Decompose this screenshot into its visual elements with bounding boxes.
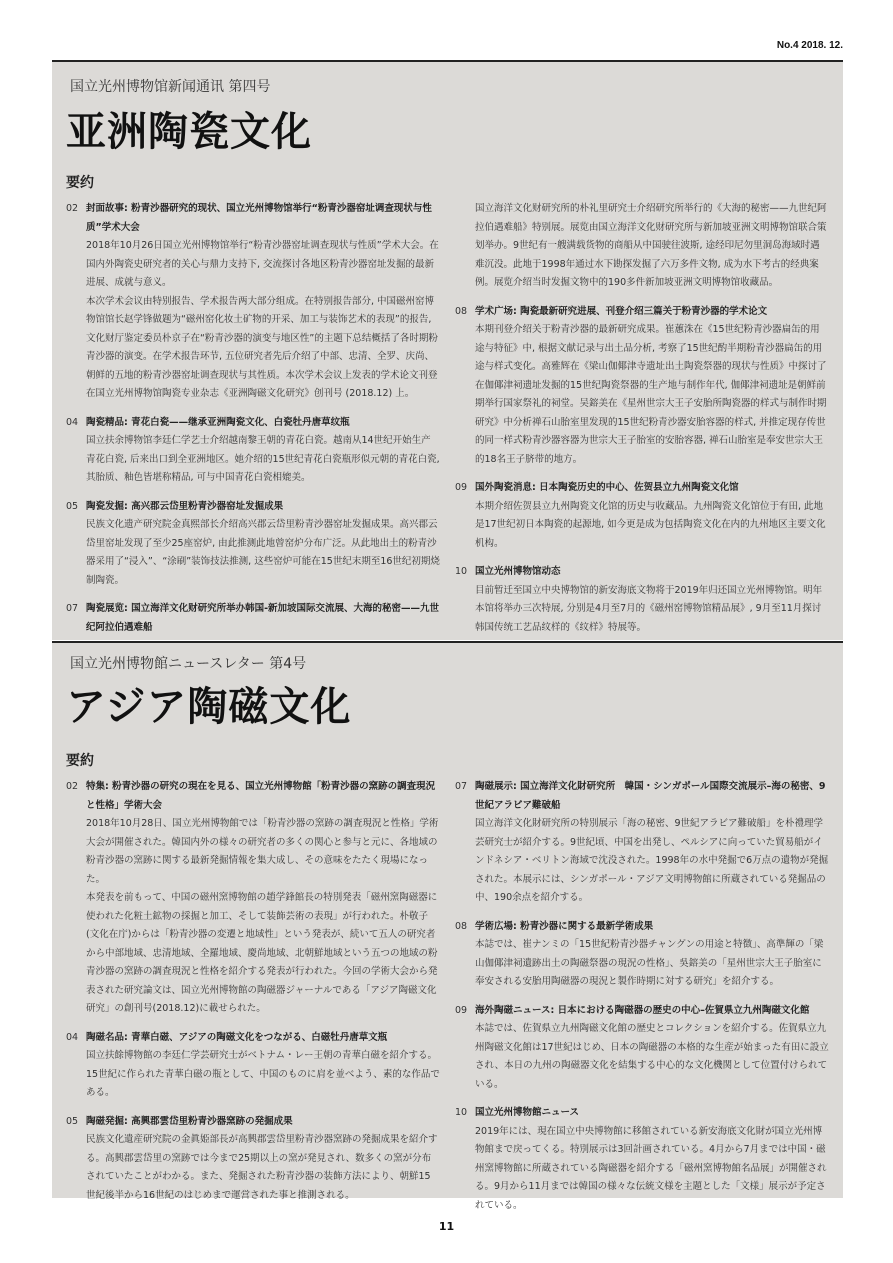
- summary-paragraph: 2018年10月28日、国立光州博物館では「粉青沙器の窯跡の調査現況と性格」学術大会が開催された。韓国内外の様々の研究者の多くの関心と参与と元に、各地域の粉青沙器の窯跡に関する最新発掘情報を集大成し、その意味をたたく現場になった。: [86, 818, 439, 885]
- summary-item-body: [86, 432, 440, 488]
- cn-summary-label: 要约: [66, 175, 94, 191]
- summary-item: [455, 303, 829, 470]
- summary-paragraph: 国立扶余博物馆李廷仁学艺士介绍越南黎王朝的青花白瓷。越南从14世纪开始生产青花白瓷, 后来出口到全亚洲地区。她介绍的15世纪青花白瓷瓶形似元朝的青花白瓷, 其胎质、釉色皆堪称精品, 可与中国青花白瓷相媲美。: [86, 435, 440, 483]
- summary-item-head: [455, 778, 829, 815]
- summary-item-body: [86, 1131, 440, 1205]
- summary-paragraph: 民族文化遺産研究院の金眞姫部長が高興郡雲岱里粉青沙器窯跡の発掘成果を紹介する。高興郡雲岱里の窯跡では今まで25期以上の窯が発見され、数多くの窯が分布されていたことがわかる。また、発掘された粉青沙器の装飾方法により、朝鮮15世紀後半から16世紀のはじめまで運営された事と推測される。: [86, 1134, 438, 1201]
- summary-item-body: [86, 1047, 440, 1103]
- summary-item-body: [86, 815, 440, 1019]
- summary-item-head: [455, 1002, 829, 1021]
- summary-item-head: [66, 778, 440, 815]
- summary-item: [455, 563, 829, 637]
- summary-paragraph: 国立海洋文化财研究所的朴礼里研究士介绍研究所举行的《大海的秘密——九世纪阿拉伯遇难船》特别展。展览由国立海洋文化财研究所与新加坡亚洲文明博物馆联合策划举办。9世纪有一艘满载货物的商船从中国驶往波斯, 途经印尼勿里洞岛海域时遇难沉没。此地于1998年通过水下勘探发掘了六万多件文物, 成为水下考古的经典案例。展览介绍当时发掘文物中的190多件新加坡亚洲文明博物馆收藏品。: [475, 203, 827, 288]
- jp-right-column: [455, 778, 829, 1225]
- summary-item-head: [455, 1104, 829, 1123]
- summary-item-head: [66, 200, 440, 237]
- page-ref-number: 05: [66, 500, 79, 512]
- summary-item: [455, 200, 829, 293]
- summary-item: [66, 600, 440, 637]
- cn-right-column: [455, 200, 829, 647]
- summary-item: [455, 918, 829, 992]
- summary-item-head: [66, 1029, 440, 1048]
- summary-item-title: 陶磁展示: 国立海洋文化財研究所 韓国・シンガポール国際交流展示–海の秘密、9世紀アラビア難破船: [475, 781, 826, 811]
- summary-paragraph: 2019年には、現在国立中央博物館に移館されている新安海底文化財が国立光州博物館まで戻ってくる。特別展示は3回計画されている。4月から7月までは中国・磁州窯博物館に所蔵されている陶磁器を紹介する「磁州窯博物館名品展」が開催される。9月から11月までは韓国の様々な伝統文様を主題とした「文様」展示が予定されている。: [475, 1125, 827, 1211]
- summary-item-title: 特集: 粉青沙器の研究の現在を見る、国立光州博物館「粉青沙器の窯跡の調査現況と性格」学術大会: [86, 781, 436, 811]
- summary-paragraph: 本誌では、佐賀県立九州陶磁文化館の歴史とコレクションを紹介する。佐賀県立九州陶磁文化館は17世紀はじめ、日本の陶磁器の本格的な生産が始まった有田に設立され、本日の九州の陶磁器文化を結集する中心的な文化機関として位置付けられている。: [475, 1023, 829, 1090]
- summary-item: [455, 1104, 829, 1215]
- summary-item-head: [66, 1113, 440, 1132]
- summary-item-body: [475, 498, 829, 554]
- page-ref-number: 10: [455, 566, 468, 577]
- summary-item-body: [475, 321, 829, 469]
- summary-paragraph: 本誌では、崔ナンミの「15世紀粉青沙器チャングンの用途と特徴」、高準輝の「梁山伽倻津祠遺跡出土の陶磁祭器の現況の性格」、吳鎔美の「星州世宗大王子胎室に奉安される安胎用陶磁器の現況と製作時期に対する研究」を紹介する。: [475, 939, 824, 987]
- summary-paragraph: 本発表を前もって、中国の磁州窯博物館の趙学鋒館長の特別発表「磁州窯陶磁器に使われた化粧土鉱物の採掘と加工、そして装飾芸術の表現」が行われた。朴敬子(文化在庁)からは「粉青沙器の変遷と地域性」という発表が、続いて五人の研究者から中部地域、忠清地域、全羅地域、慶尚地域、北朝鮮地域という五つの地域の粉青沙器の窯跡の調査現況と性格を紹介する発表が行われた。今回の学術大会から発表された研究論文は、国立光州博物館の陶磁器ジャーナルである「アジア陶磁文化研究」の創刊号(2018.12)に載せられた。: [86, 892, 438, 1014]
- summary-item: [66, 1113, 440, 1206]
- jp-subtitle: 国立光州博物館ニュースレター 第4号: [70, 656, 307, 672]
- summary-item-head: [455, 303, 829, 322]
- page-ref-number: 08: [455, 920, 468, 932]
- page-ref-number: 09: [455, 1004, 468, 1016]
- summary-item: [66, 1029, 440, 1103]
- summary-item-title: 海外陶磁ニュース: 日本における陶磁器の歴史の中心–佐賀県立九州陶磁文化館: [475, 1004, 810, 1016]
- summary-item-head: [66, 498, 440, 517]
- summary-item: [455, 479, 829, 553]
- summary-item-title: 陶磁名品: 青華白磁、アジアの陶磁文化をつながる、白磁牡丹唐草文瓶: [86, 1031, 388, 1043]
- summary-item-head: [455, 479, 829, 498]
- summary-paragraph: 本次学术会议由特别报告、学术报告两大部分组成。在特别报告部分, 中国磁州窑博物馆馆长赵学锋做题为“磁州窑化妆土矿物的开采、加工与装饰艺术的表现”的报告, 文化财厅鉴定委员朴京子在“粉青沙器的演变与地区性”的主题下总结概括了各时期粉青沙器的演变。在学术报告环节, 五位研究者先后介绍了中部、忠清、全罗、庆尚、朝鲜的五地的粉青沙器窑址调查现状与其性质。本次学术会议上发表的学术论文刊登在国立光州博物馆陶瓷专业杂志《亚洲陶磁文化研究》创刊号 (2018.12) 上。: [86, 295, 438, 399]
- summary-item-title: 陶瓷精品: 青花白瓷——继承亚洲陶瓷文化、白瓷牡丹唐草纹瓶: [86, 416, 350, 428]
- summary-item-head: [455, 563, 829, 582]
- summary-item: [66, 498, 440, 591]
- summary-item-title: 国立光州博物馆动态: [475, 566, 561, 577]
- jp-left-column: [66, 778, 440, 1215]
- summary-item-body: [475, 1123, 829, 1216]
- page-ref-number: 05: [66, 1115, 79, 1127]
- summary-paragraph: 国立海洋文化財研究所の特別展示「海の秘密、9世紀アラビア難破船」を朴禮理学芸研究士が紹介する。9世紀頃、中国を出発し、ペルシアに向っていた貿易船がインドネシア・ベリトン海域で沈没された。1998年の水中発掘で6万点の遺物が発掘された。本展示には、シンガポール・アジア文明博物館に所蔵されている発掘品の中、190余点を紹介する。: [475, 818, 829, 903]
- summary-item-body: [475, 582, 829, 638]
- page-ref-number: 02: [66, 781, 79, 792]
- summary-item-title: 封面故事: 粉青沙器研究的现状、国立光州博物馆举行“粉青沙器窑址调查现状与性质”学术大会: [86, 203, 432, 233]
- summary-paragraph: 目前暂迁至国立中央博物馆的新安海底文物将于2019年归还国立光州博物馆。明年本馆将举办三次特展, 分别是4月至7月的《磁州窑博物馆精品展》, 9月至11月探讨韩国传统工艺品纹样的《纹样》特展等。: [475, 584, 823, 633]
- summary-item-head: [66, 600, 440, 637]
- page-ref-number: 04: [66, 416, 79, 428]
- summary-item-title: 学术广场: 陶瓷最新研究进展、刊登介绍三篇关于粉青沙器的学术论文: [475, 305, 768, 317]
- summary-paragraph: 本期介绍佐贺县立九州陶瓷文化馆的历史与收藏品。九州陶瓷文化馆位于有田, 此地是17世纪初日本陶瓷的起源地, 如今更是成为包括陶瓷文化在内的九州地区主要文化机构。: [475, 500, 826, 549]
- cn-title: 亚洲陶瓷文化: [66, 109, 312, 155]
- page-ref-number: 02: [66, 203, 79, 214]
- summary-item-title: 国立光州博物館ニュース: [475, 1107, 580, 1118]
- cn-header-band: [52, 62, 843, 164]
- jp-header-band: [52, 643, 843, 739]
- cn-subtitle: 国立光州博物馆新闻通讯 第四号: [70, 79, 271, 95]
- summary-item-title: 陶瓷展览: 国立海洋文化财研究所举办韩国-新加坡国际交流展、大海的秘密——九世纪阿拉伯遇难船: [86, 603, 440, 633]
- summary-item-title: 学術広場: 粉青沙器に関する最新学術成果: [475, 920, 654, 932]
- page-ref-number: 08: [455, 305, 468, 317]
- summary-item-head: [455, 918, 829, 937]
- page-number: 11: [438, 1220, 455, 1233]
- summary-item-body: [475, 936, 829, 992]
- cn-left-column: [66, 200, 440, 647]
- summary-item-title: 陶磁発掘: 高興郡雲岱里粉青沙器窯跡の発掘成果: [86, 1115, 293, 1127]
- page-ref-number: 10: [455, 1107, 468, 1118]
- summary-paragraph: 国立扶餘博物館の李廷仁学芸研究士がベトナム・レー王朝の青華白磁を紹介する。15世紀に作られた青華白磁の瓶として、中国のものに肩を並べよう、素的な作品である。: [86, 1050, 440, 1098]
- summary-item: [455, 1002, 829, 1095]
- summary-paragraph: 本期刊登介绍关于粉青沙器的最新研究成果。崔蕙洙在《15世纪粉青沙器扁缶的用途与特征》中, 根据文献记录与出土品分析, 考察了15世纪酌半期粉青沙器扁缶的用途与样式变化。高雅辉在《梁山伽倻津寺遗址出土陶瓷祭器的现状与性质》中探讨了在伽倻津祠遗址发掘的15世纪陶瓷祭器的生产地与制作年代, 伽倻津祠遗址是朝鲜前期举行国家祭礼的祠堂。吴鎔美在《星州世宗大王子安胎所陶瓷器的样式与制作时期研究》中分析禅石山胎室里发现的15世纪粉青沙器安胎容器的样式, 并推定现存传世的同一样式粉青沙器容器为世宗大王子胎室的安胎容器, 禅石山胎室是奉安世宗大王的18名王子脐带的地方。: [475, 324, 827, 465]
- summary-item-body: [86, 516, 440, 590]
- summary-item: [66, 778, 440, 1019]
- summary-item-title: 国外陶瓷消息: 日本陶瓷历史的中心、佐贺县立九州陶瓷文化馆: [475, 482, 739, 493]
- jp-title: アジア陶磁文化: [66, 684, 352, 730]
- summary-item-body: [86, 237, 440, 404]
- jp-summary-label: 要約: [66, 753, 94, 769]
- summary-item: [455, 778, 829, 908]
- summary-item-body: [475, 1020, 829, 1094]
- page-ref-number: 07: [455, 781, 468, 792]
- summary-paragraph: 民族文化遗产研究院金真熙部长介绍高兴郡云岱里粉青沙器窑址发掘成果。高兴郡云岱里窑址发现了至少25座窑炉, 由此推测此地曾窑炉分布广泛。从此地出土的粉青沙器采用了“浸入”、“涂刷”装饰技法推测, 这些窑炉可能在15世纪末期至16世纪初期烧制陶瓷。: [86, 519, 440, 586]
- summary-item: [66, 200, 440, 404]
- page-ref-number: 09: [455, 482, 468, 493]
- summary-item-body: [475, 815, 829, 908]
- summary-item-title: 陶瓷发掘: 高兴郡云岱里粉青沙器窑址发掘成果: [86, 500, 284, 512]
- page-ref-number: 04: [66, 1031, 79, 1043]
- summary-paragraph: 2018年10月26日国立光州博物馆举行“粉青沙器窑址调查现状与性质”学术大会。在国内外陶瓷史研究者的关心与鼎力支持下, 交流探讨各地区粉青沙器窑址发掘的最新进展、成就与意义。: [86, 240, 439, 288]
- issue-label: No.4 2018. 12.: [776, 40, 843, 51]
- summary-item-body: [475, 200, 829, 293]
- summary-item-head: [66, 414, 440, 433]
- summary-item: [66, 414, 440, 488]
- page-ref-number: 07: [66, 603, 79, 614]
